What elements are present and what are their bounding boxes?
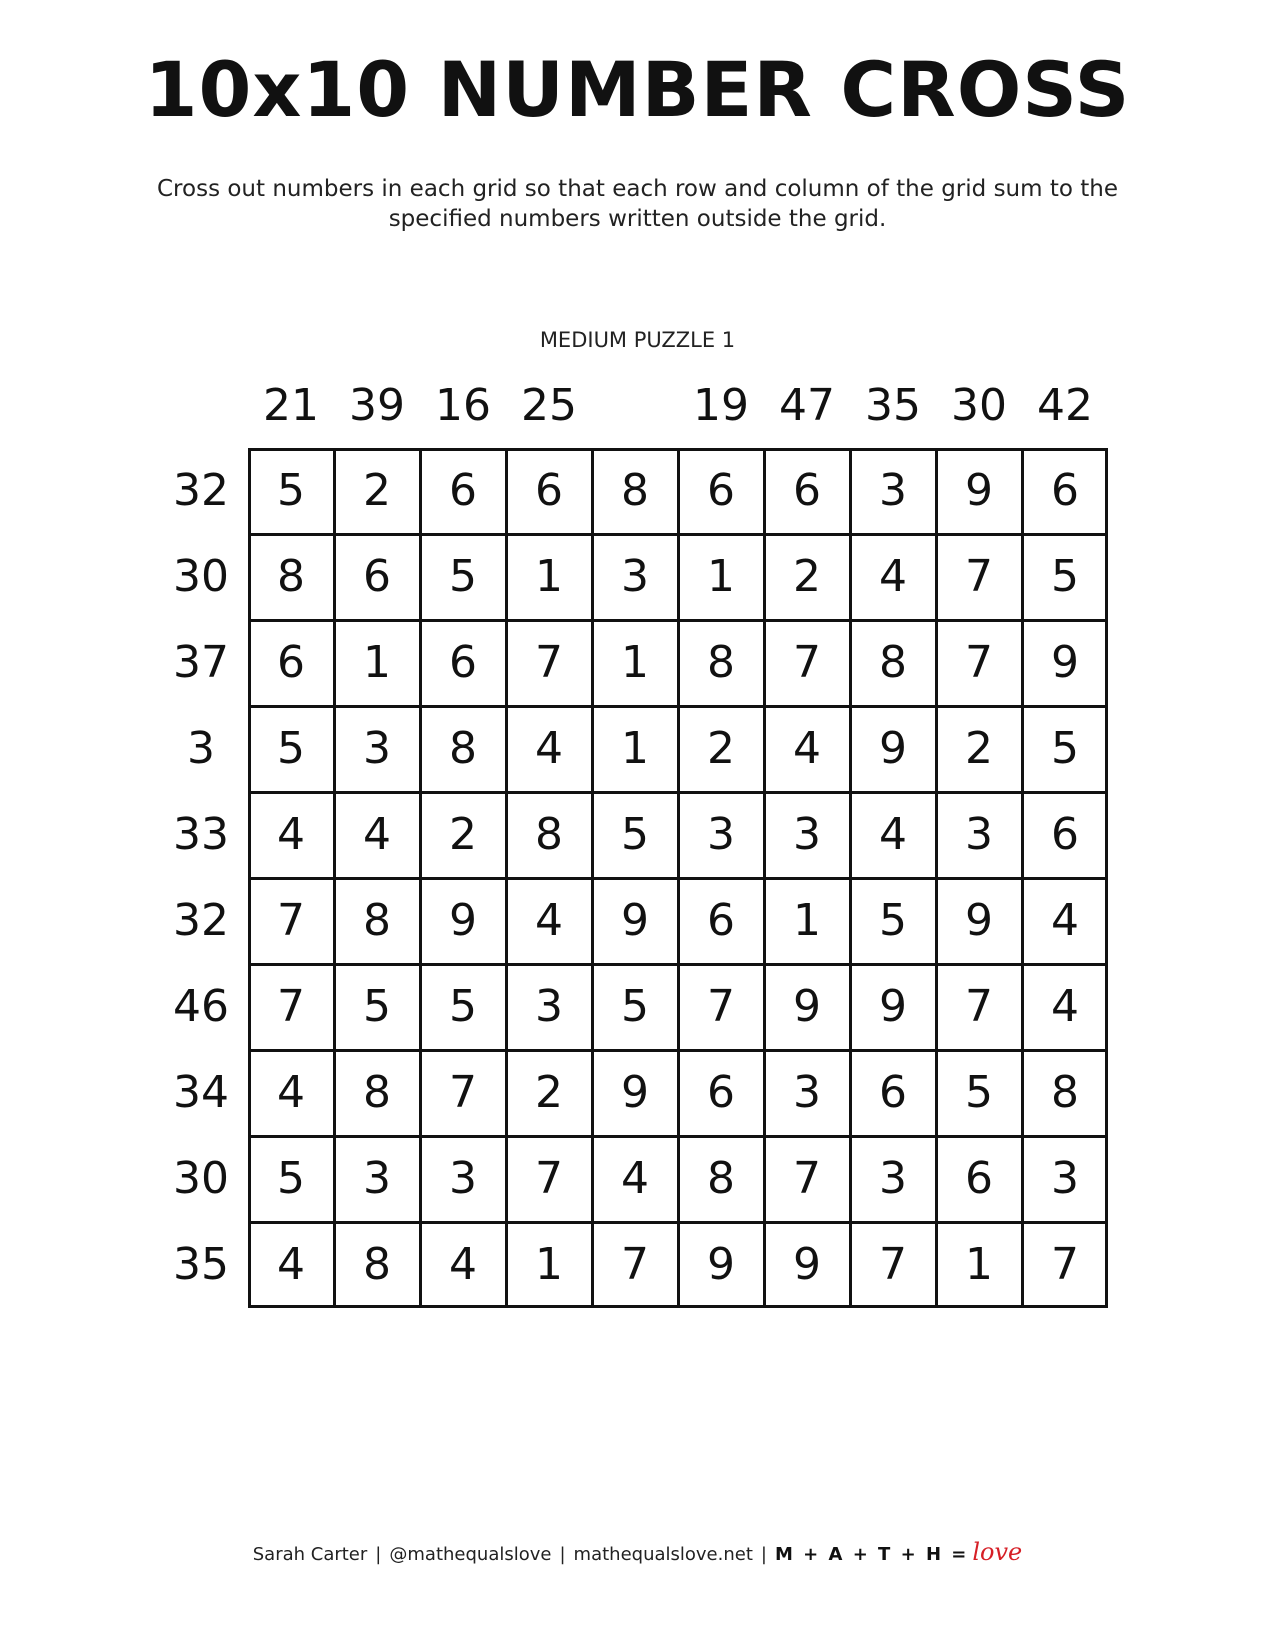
column-clue: 42: [1037, 380, 1093, 431]
grid-cell[interactable]: 6: [707, 895, 735, 946]
grid-cell[interactable]: 8: [363, 895, 391, 946]
grid-cell[interactable]: 4: [621, 1153, 649, 1204]
row-clue: 46: [173, 981, 229, 1032]
grid-cell[interactable]: 9: [965, 895, 993, 946]
footer: [0, 1538, 1275, 1566]
grid-cell[interactable]: 7: [1051, 1239, 1079, 1290]
grid-cell[interactable]: 1: [707, 551, 735, 602]
grid-cell[interactable]: 2: [793, 551, 821, 602]
grid-cell[interactable]: 3: [879, 465, 907, 516]
grid-cell[interactable]: 7: [965, 637, 993, 688]
grid-cell[interactable]: 3: [793, 809, 821, 860]
grid-cell[interactable]: 6: [707, 1067, 735, 1118]
grid-cell[interactable]: 2: [965, 723, 993, 774]
grid-cell[interactable]: 1: [535, 1239, 563, 1290]
grid-cell[interactable]: 1: [535, 551, 563, 602]
brand-logo-text: M + A + T + H =: [774, 1544, 969, 1565]
column-clue: 16: [435, 380, 491, 431]
row-clue: 32: [173, 465, 229, 516]
grid-cell[interactable]: 9: [879, 723, 907, 774]
column-clue: 30: [951, 380, 1007, 431]
grid-cell[interactable]: 1: [621, 723, 649, 774]
grid-cell[interactable]: 3: [621, 551, 649, 602]
grid-cell[interactable]: 2: [535, 1067, 563, 1118]
brand-logo-love: love: [972, 1538, 1023, 1566]
column-clues: [250, 376, 1110, 436]
grid-cell[interactable]: 8: [277, 551, 305, 602]
grid-cell[interactable]: 4: [535, 723, 563, 774]
grid-cell[interactable]: 9: [621, 1067, 649, 1118]
grid-cell[interactable]: 3: [1051, 1153, 1079, 1204]
footer-separator: |: [760, 1544, 767, 1565]
grid-cell[interactable]: 4: [277, 1239, 305, 1290]
column-clue: 21: [263, 380, 319, 431]
grid-cell[interactable]: 8: [363, 1067, 391, 1118]
grid-cell[interactable]: 4: [363, 809, 391, 860]
grid-cell[interactable]: 5: [277, 465, 305, 516]
grid-cell[interactable]: 9: [879, 981, 907, 1032]
row-clue: 30: [173, 551, 229, 602]
grid-cell[interactable]: 7: [277, 981, 305, 1032]
grid-cell[interactable]: 4: [277, 809, 305, 860]
column-clue: 47: [779, 380, 835, 431]
grid-cell[interactable]: 3: [707, 809, 735, 860]
grid-cell[interactable]: 5: [449, 981, 477, 1032]
grid-cell[interactable]: 7: [449, 1067, 477, 1118]
grid-cell[interactable]: 1: [965, 1239, 993, 1290]
row-clue: 34: [173, 1067, 229, 1118]
grid-cell[interactable]: 5: [277, 723, 305, 774]
row-clue: 33: [173, 809, 229, 860]
grid-cell[interactable]: 1: [793, 895, 821, 946]
grid-cell[interactable]: 4: [879, 551, 907, 602]
grid-cell[interactable]: 5: [363, 981, 391, 1032]
grid-cell[interactable]: 8: [879, 637, 907, 688]
grid-cell[interactable]: 3: [535, 981, 563, 1032]
grid-cell[interactable]: 8: [535, 809, 563, 860]
row-clue: 32: [173, 895, 229, 946]
grid-cell[interactable]: 9: [449, 895, 477, 946]
grid-cell[interactable]: 9: [707, 1239, 735, 1290]
instructions-text: Cross out numbers in each grid so that each row and column of the grid sum to the specified numbers written outside the grid.: [157, 176, 1118, 232]
grid-cell[interactable]: 3: [449, 1153, 477, 1204]
grid-cell[interactable]: 4: [793, 723, 821, 774]
footer-website: mathequalslove.net: [573, 1544, 753, 1565]
footer-separator: |: [559, 1544, 566, 1565]
grid-cell[interactable]: 6: [449, 637, 477, 688]
grid-cell[interactable]: 9: [621, 895, 649, 946]
grid-cell[interactable]: 2: [449, 809, 477, 860]
grid-cell[interactable]: 3: [363, 723, 391, 774]
row-clue: 30: [173, 1153, 229, 1204]
grid-cell[interactable]: 5: [277, 1153, 305, 1204]
page-title: 10x10 NUMBER CROSS: [144, 45, 1131, 134]
grid-cell[interactable]: 6: [1051, 465, 1079, 516]
column-clue: 25: [521, 380, 577, 431]
grid-cell[interactable]: 7: [879, 1239, 907, 1290]
column-clue: 35: [865, 380, 921, 431]
grid-cell[interactable]: 9: [793, 1239, 821, 1290]
grid-cell[interactable]: 5: [879, 895, 907, 946]
grid-cell[interactable]: 6: [449, 465, 477, 516]
grid-cell[interactable]: 4: [535, 895, 563, 946]
grid-cell[interactable]: 5: [1051, 551, 1079, 602]
grid-cell[interactable]: 2: [707, 723, 735, 774]
grid-cell[interactable]: 3: [363, 1153, 391, 1204]
grid-cell[interactable]: 4: [277, 1067, 305, 1118]
row-clue: 35: [173, 1239, 229, 1290]
row-clues: [160, 448, 240, 1308]
grid-cell[interactable]: 6: [965, 1153, 993, 1204]
grid-cell[interactable]: 6: [277, 637, 305, 688]
grid-cell[interactable]: 7: [535, 637, 563, 688]
grid-cell[interactable]: 4: [1051, 981, 1079, 1032]
grid-cell[interactable]: 4: [879, 809, 907, 860]
grid-cell[interactable]: 8: [707, 1153, 735, 1204]
grid-cell[interactable]: 8: [1051, 1067, 1079, 1118]
grid-cell[interactable]: 1: [363, 637, 391, 688]
grid-cell[interactable]: 4: [1051, 895, 1079, 946]
grid-cell[interactable]: 6: [707, 465, 735, 516]
grid-cell[interactable]: 8: [707, 637, 735, 688]
grid-cell[interactable]: 7: [965, 981, 993, 1032]
puzzle-label: MEDIUM PUZZLE 1: [539, 328, 736, 352]
grid-cell[interactable]: 3: [879, 1153, 907, 1204]
footer-author: Sarah Carter: [252, 1544, 368, 1565]
footer-separator: |: [375, 1544, 382, 1565]
row-clue: 37: [173, 637, 229, 688]
column-clue: 39: [349, 380, 405, 431]
column-clue: 19: [693, 380, 749, 431]
grid-cell[interactable]: 6: [363, 551, 391, 602]
grid-cell[interactable]: 7: [965, 551, 993, 602]
grid-cell[interactable]: 8: [363, 1239, 391, 1290]
grid-cell[interactable]: 6: [793, 465, 821, 516]
grid-cell[interactable]: 9: [965, 465, 993, 516]
grid-cell[interactable]: 7: [621, 1239, 649, 1290]
grid-cell[interactable]: 3: [793, 1067, 821, 1118]
number-grid: [248, 448, 1108, 1308]
grid-cell[interactable]: 8: [621, 465, 649, 516]
grid-cell[interactable]: 6: [879, 1067, 907, 1118]
grid-cell[interactable]: 8: [449, 723, 477, 774]
grid-cell[interactable]: 2: [363, 465, 391, 516]
grid-cell[interactable]: 7: [793, 1153, 821, 1204]
grid-cell[interactable]: 5: [449, 551, 477, 602]
grid-cell[interactable]: 5: [965, 1067, 993, 1118]
grid-cell[interactable]: 7: [277, 895, 305, 946]
grid-cell[interactable]: 7: [535, 1153, 563, 1204]
grid-cell[interactable]: 6: [535, 465, 563, 516]
grid-cell[interactable]: 5: [1051, 723, 1079, 774]
row-clue: 3: [187, 723, 215, 774]
grid-cell[interactable]: 5: [621, 981, 649, 1032]
grid-cell[interactable]: 5: [621, 809, 649, 860]
grid-cell[interactable]: 7: [793, 637, 821, 688]
grid-cell[interactable]: 9: [793, 981, 821, 1032]
grid-cell[interactable]: 9: [1051, 637, 1079, 688]
grid-cell[interactable]: 4: [449, 1239, 477, 1290]
footer-handle: @mathequalslove: [389, 1544, 552, 1565]
grid-cell[interactable]: 3: [965, 809, 993, 860]
grid-cell[interactable]: 1: [621, 637, 649, 688]
grid-cell[interactable]: 6: [1051, 809, 1079, 860]
grid-cell[interactable]: 7: [707, 981, 735, 1032]
